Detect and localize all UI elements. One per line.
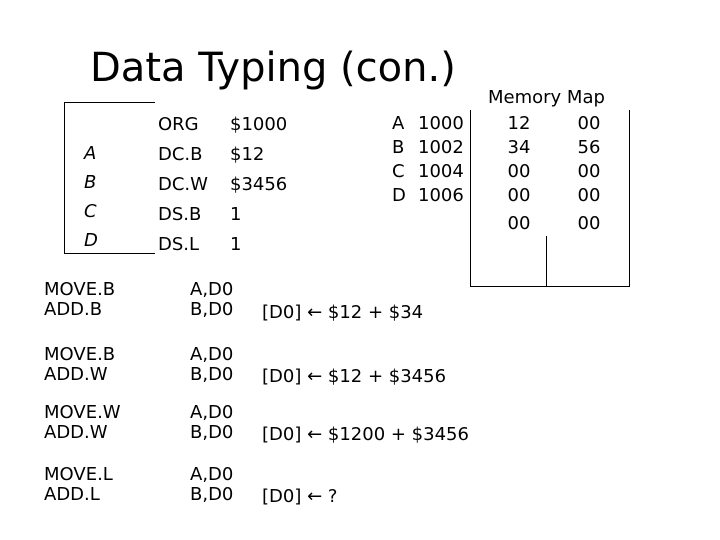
- memory-row: [484, 160, 624, 184]
- code-operands: A,D0: [190, 464, 234, 485]
- memory-cell: 00: [577, 161, 601, 182]
- code-operands: A,D0: [190, 279, 234, 300]
- code-opcode: ADD.W: [44, 364, 108, 385]
- memory-cell: 12: [507, 113, 531, 134]
- code-operands: B,D0: [190, 299, 234, 320]
- address-value: 1006: [418, 185, 464, 206]
- memory-cell: 00: [577, 213, 601, 234]
- operand-org: $1000: [230, 114, 288, 135]
- code-line: [44, 365, 264, 385]
- address-label: C: [392, 161, 405, 182]
- code-comment: [D0] ← $1200 + $3456: [262, 424, 469, 445]
- label-d: D: [84, 230, 98, 251]
- code-operands: A,D0: [190, 402, 234, 423]
- code-line: [44, 485, 264, 505]
- slide-title: Data Typing (con.): [90, 45, 456, 91]
- label-c: C: [84, 201, 97, 222]
- memory-row: [484, 112, 624, 136]
- code-line: [44, 465, 264, 485]
- address-row: [392, 112, 464, 136]
- memory-cell: 00: [507, 213, 531, 234]
- address-row: [392, 160, 464, 184]
- memory-cell: 00: [507, 185, 531, 206]
- address-value: 1002: [418, 137, 464, 158]
- code-operands: B,D0: [190, 422, 234, 443]
- label-bracket: [64, 102, 155, 254]
- address-label: A: [392, 113, 405, 134]
- operand-a: $12: [230, 144, 265, 165]
- code-line: [44, 280, 264, 300]
- label-a: A: [84, 143, 97, 164]
- memory-map-cells: [484, 112, 624, 236]
- directive-dc-b: DC.B: [158, 144, 203, 165]
- directive-ds-l: DS.L: [158, 234, 200, 255]
- code-example: [44, 280, 264, 320]
- code-line: [44, 345, 264, 365]
- address-list: [392, 112, 464, 208]
- operand-d: 1: [230, 234, 242, 255]
- code-opcode: MOVE.L: [44, 464, 113, 485]
- code-opcode: ADD.L: [44, 484, 100, 505]
- operand-column: [230, 110, 287, 260]
- directive-dc-w: DC.W: [158, 174, 208, 195]
- code-operands: B,D0: [190, 364, 234, 385]
- code-comment: [D0] ← ?: [262, 486, 338, 507]
- code-opcode: MOVE.W: [44, 402, 121, 423]
- code-operands: A,D0: [190, 344, 234, 365]
- address-row: [392, 184, 464, 208]
- code-opcode: ADD.B: [44, 299, 103, 320]
- code-line: [44, 300, 264, 320]
- code-line: [44, 423, 264, 443]
- label-b: B: [84, 172, 97, 193]
- code-operands: B,D0: [190, 484, 234, 505]
- memory-cell: 34: [507, 137, 531, 158]
- memory-cell: 00: [577, 185, 601, 206]
- code-example: [44, 403, 264, 443]
- memory-cell: 00: [507, 161, 531, 182]
- directive-column: [158, 110, 208, 260]
- memory-row: [484, 212, 624, 236]
- code-opcode: MOVE.B: [44, 344, 116, 365]
- address-row: [392, 136, 464, 160]
- code-opcode: ADD.W: [44, 422, 108, 443]
- memory-map-divider: [546, 236, 547, 286]
- code-comment: [D0] ← $12 + $34: [262, 302, 424, 323]
- address-label: D: [392, 185, 406, 206]
- label-column: [84, 139, 98, 255]
- code-opcode: MOVE.B: [44, 279, 116, 300]
- code-line: [44, 403, 264, 423]
- memory-map-title: Memory Map: [488, 87, 605, 108]
- memory-cell: 56: [577, 137, 601, 158]
- code-example: [44, 345, 264, 385]
- memory-row: [484, 136, 624, 160]
- address-value: 1000: [418, 113, 464, 134]
- memory-cell: 00: [577, 113, 601, 134]
- directive-org: ORG: [158, 114, 199, 135]
- operand-c: 1: [230, 204, 242, 225]
- operand-b: $3456: [230, 174, 288, 195]
- code-example: [44, 465, 264, 505]
- code-comment: [D0] ← $12 + $3456: [262, 366, 447, 387]
- address-label: B: [392, 137, 405, 158]
- directive-ds-b: DS.B: [158, 204, 202, 225]
- address-value: 1004: [418, 161, 464, 182]
- memory-row: [484, 184, 624, 208]
